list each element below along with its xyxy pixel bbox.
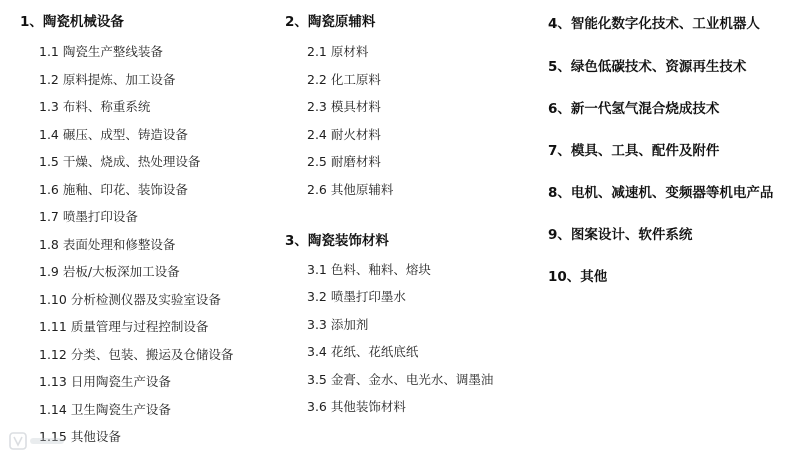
item-label: 喷墨打印设备 xyxy=(62,209,138,224)
item-label: 其他装饰材料 xyxy=(330,399,406,414)
item-label: 施釉、印花、装饰设备 xyxy=(62,182,188,197)
item-number: 1.5 xyxy=(39,154,59,169)
item-number: 1.12 xyxy=(39,347,67,362)
section-title-4: 4、智能化数字化技术、工业机器人 xyxy=(548,16,760,32)
item-number: 2.2 xyxy=(307,72,327,87)
item-label: 其他原辅料 xyxy=(330,182,394,197)
list-item xyxy=(307,261,431,279)
list-item xyxy=(307,343,418,361)
list-item xyxy=(307,98,381,116)
section-title-8: 8、电机、减速机、变频器等机电产品 xyxy=(548,185,774,201)
list-item xyxy=(307,288,406,306)
item-number: 1.6 xyxy=(39,182,59,197)
list-item xyxy=(39,208,138,226)
section-title-7: 7、模具、工具、配件及附件 xyxy=(548,143,720,159)
list-item xyxy=(39,263,180,281)
item-label: 金膏、金水、电光水、调墨油 xyxy=(330,372,494,387)
item-number: 1.7 xyxy=(39,209,59,224)
item-label: 分析检测仪器及实验室设备 xyxy=(70,292,221,307)
item-label: 模具材料 xyxy=(330,99,381,114)
item-number: 2.1 xyxy=(307,44,327,59)
item-number: 1.13 xyxy=(39,374,67,389)
list-item xyxy=(307,181,393,199)
item-number: 1.3 xyxy=(39,99,59,114)
list-item xyxy=(39,181,188,199)
item-label: 其他设备 xyxy=(70,429,121,444)
item-label: 布料、称重系统 xyxy=(62,99,151,114)
section-title-10: 10、其他 xyxy=(548,269,608,285)
list-item xyxy=(39,98,150,116)
item-number: 1.14 xyxy=(39,402,67,417)
item-label: 耐磨材料 xyxy=(330,154,381,169)
list-item xyxy=(307,371,493,389)
list-item xyxy=(39,43,163,61)
section-title-5: 5、绿色低碳技术、资源再生技术 xyxy=(548,59,747,75)
item-label: 碾压、成型、铸造设备 xyxy=(62,127,188,142)
list-item xyxy=(39,153,200,171)
item-label: 化工原料 xyxy=(330,72,381,87)
item-label: 喷墨打印墨水 xyxy=(330,289,406,304)
item-number: 2.4 xyxy=(307,127,327,142)
section-title-3: 3、陶瓷装饰材料 xyxy=(285,233,389,249)
list-item xyxy=(307,316,368,334)
section-title-2: 2、陶瓷原辅料 xyxy=(285,14,376,30)
list-item xyxy=(39,373,171,391)
list-item xyxy=(39,71,175,89)
item-number: 1.2 xyxy=(39,72,59,87)
list-item xyxy=(39,318,208,336)
item-label: 原材料 xyxy=(330,44,369,59)
item-label: 分类、包装、搬运及仓储设备 xyxy=(70,347,234,362)
list-item xyxy=(307,71,381,89)
item-number: 3.2 xyxy=(307,289,327,304)
item-number: 3.4 xyxy=(307,344,327,359)
list-item xyxy=(39,291,221,309)
item-label: 陶瓷生产整线装备 xyxy=(62,44,163,59)
item-label: 花纸、花纸底纸 xyxy=(330,344,419,359)
item-number: 3.3 xyxy=(307,317,327,332)
item-label: 耐火材料 xyxy=(330,127,381,142)
item-label: 干燥、烧成、热处理设备 xyxy=(62,154,201,169)
item-number: 1.4 xyxy=(39,127,59,142)
section-title-1: 1、陶瓷机械设备 xyxy=(20,14,124,30)
item-number: 1.10 xyxy=(39,292,67,307)
list-item xyxy=(307,126,381,144)
item-number: 3.6 xyxy=(307,399,327,414)
list-item xyxy=(39,126,188,144)
item-number: 2.3 xyxy=(307,99,327,114)
item-number: 1.1 xyxy=(39,44,59,59)
item-number: 1.15 xyxy=(39,429,67,444)
item-label: 岩板/大板深加工设备 xyxy=(62,264,180,279)
brand-logo-icon xyxy=(8,428,68,454)
section-title-6: 6、新一代氢气混合烧成技术 xyxy=(548,101,720,117)
item-label: 原料提炼、加工设备 xyxy=(62,72,176,87)
item-number: 3.5 xyxy=(307,372,327,387)
list-item xyxy=(39,236,175,254)
item-label: 卫生陶瓷生产设备 xyxy=(70,402,171,417)
section-title-9: 9、图案设计、软件系统 xyxy=(548,227,693,243)
list-item xyxy=(307,153,381,171)
item-number: 1.11 xyxy=(39,319,67,334)
item-label: 表面处理和修整设备 xyxy=(62,237,176,252)
item-number: 1.8 xyxy=(39,237,59,252)
item-number: 1.9 xyxy=(39,264,59,279)
item-label: 色料、釉料、熔块 xyxy=(330,262,431,277)
list-item xyxy=(307,43,368,61)
item-label: 质量管理与过程控制设备 xyxy=(70,319,209,334)
list-item xyxy=(39,346,233,364)
item-label: 添加剂 xyxy=(330,317,369,332)
item-number: 2.5 xyxy=(307,154,327,169)
list-item xyxy=(307,398,406,416)
item-number: 3.1 xyxy=(307,262,327,277)
list-item xyxy=(39,401,171,419)
item-label: 日用陶瓷生产设备 xyxy=(70,374,171,389)
item-number: 2.6 xyxy=(307,182,327,197)
